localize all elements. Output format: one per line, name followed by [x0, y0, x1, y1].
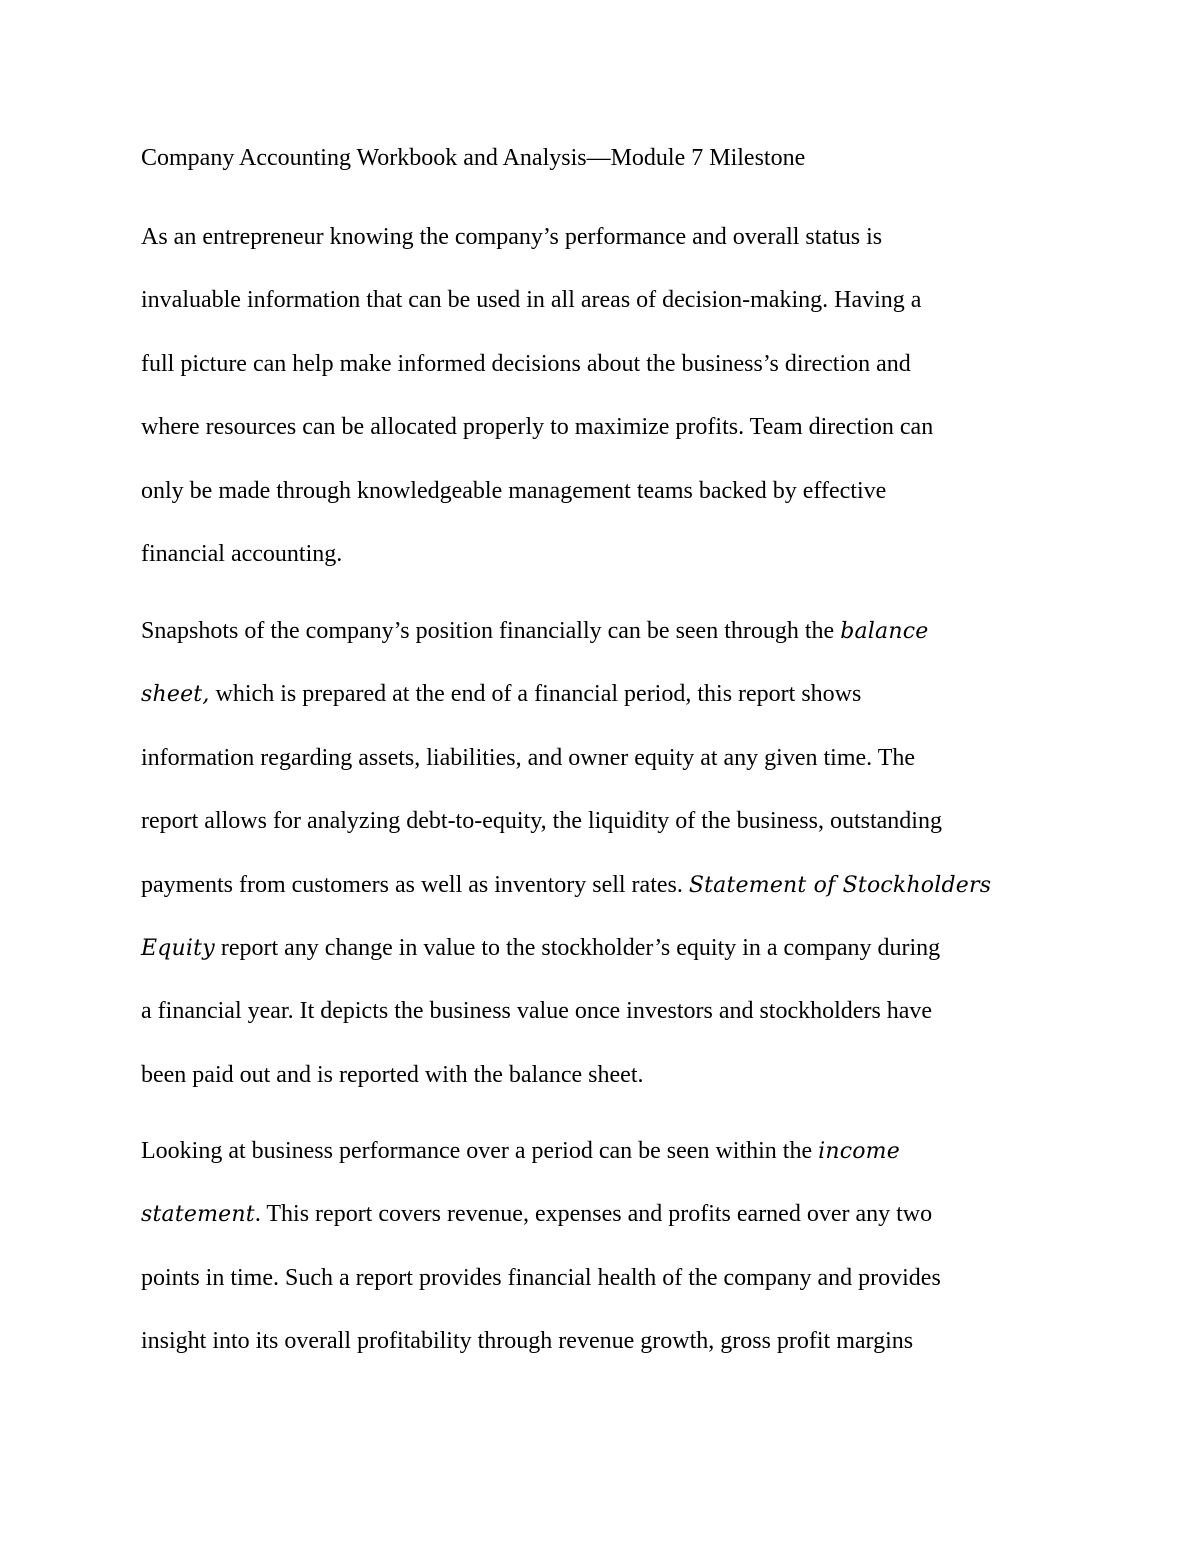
text-run: information regarding assets, liabilities, and owner equity at any given time. The [141, 744, 916, 771]
paragraph-income-statement [141, 1133, 1071, 1387]
text-run: report allows for analyzing debt-to-equity, the liquidity of the business, outstanding [141, 808, 942, 835]
text-run: Snapshots of the company’s position financially can be seen through the [141, 618, 841, 644]
text-line [141, 613, 1071, 676]
text-line [141, 346, 1071, 409]
text-line [141, 867, 1071, 930]
text-line [141, 1057, 1071, 1120]
text-line [141, 676, 1071, 739]
text-line [141, 1260, 1071, 1323]
text-run: financial accounting. [141, 540, 343, 567]
text-run: invaluable information that can be used in all areas of decision-making. Having a [141, 287, 922, 314]
text-line [141, 219, 1071, 282]
text-line [141, 803, 1071, 866]
text-line [141, 930, 1071, 993]
text-run: a financial year. It depicts the business value once investors and stockholders have [141, 998, 933, 1025]
text-run: been paid out and is reported with the balance sheet. [141, 1061, 644, 1088]
text-line [141, 1133, 1071, 1196]
text-line [141, 1196, 1071, 1259]
text-line [141, 282, 1071, 345]
text-run: report any change in value to the stockholder’s equity in a company during [214, 934, 941, 961]
document-title: Company Accounting Workbook and Analysis—Module 7 Milestone [141, 145, 806, 171]
italic-term: Statement of Stockholders [688, 872, 992, 898]
text-run: . This report covers revenue, expenses and profits earned over any two [254, 1201, 933, 1228]
text-run: full picture can help make informed decisions about the business’s direction and [141, 350, 911, 377]
text-line [141, 473, 1071, 536]
text-run: insight into its overall profitability through revenue growth, gross profit margins [141, 1328, 914, 1355]
text-line [141, 1323, 1071, 1386]
italic-term: sheet, [141, 682, 210, 708]
text-line [141, 740, 1071, 803]
text-line [141, 536, 1071, 599]
text-run: where resources can be allocated properly to maximize profits. Team direction can [141, 414, 934, 441]
text-run: which is prepared at the end of a financial period, this report shows [209, 681, 862, 708]
italic-term: income [818, 1139, 900, 1164]
text-line [141, 409, 1071, 472]
text-line [141, 993, 1071, 1056]
text-run: only be made through knowledgeable management teams backed by effective [141, 477, 887, 504]
italic-term: Equity [141, 935, 215, 961]
text-run: points in time. Such a report provides financial health of the company and provides [141, 1264, 941, 1291]
paragraph-balance-sheet [141, 613, 1071, 1120]
paragraph-overview [141, 219, 1071, 599]
italic-term: statement [141, 1202, 255, 1228]
text-run: payments from customers as well as inventory sell rates. [141, 871, 689, 898]
text-run: As an entrepreneur knowing the company’s performance and overall status is [141, 224, 883, 250]
italic-term: balance [840, 619, 929, 644]
text-run: Looking at business performance over a period can be seen within the [141, 1138, 819, 1164]
